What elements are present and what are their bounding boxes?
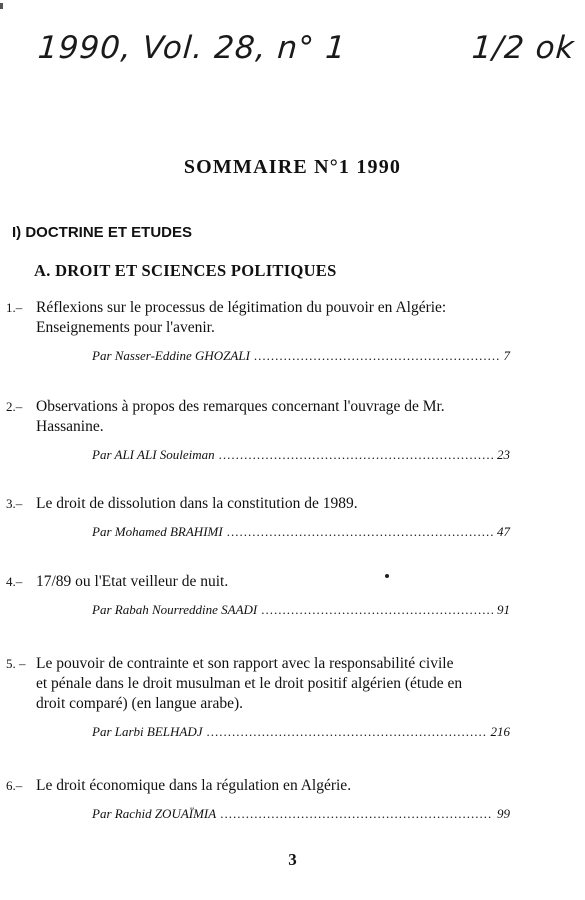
page-number: 3 (288, 850, 297, 869)
entry-title: Observations à propos des remarques concernant l'ouvrage de Mr. Hassanine. (36, 398, 445, 435)
section-heading: I) DOCTRINE ET ETUDES (12, 224, 193, 241)
entry-title: Le pouvoir de contrainte et son rapport avec la responsabilité civile et pénale dans le droit musulman et le droit positif algérien (étude en droit comparé) (en langue arabe). (36, 655, 463, 712)
dot-leader (254, 348, 500, 364)
subsection-heading: A. DROIT ET SCIENCES POLITIQUES (34, 261, 337, 280)
toc-entry-5 (6, 654, 516, 740)
entry-title: Le droit économique dans la régulation en Algérie. (36, 777, 352, 794)
toc-entry-6 (6, 776, 516, 822)
entry-title: Le droit de dissolution dans la constitution de 1989. (36, 495, 358, 512)
entry-number: 1.– (6, 300, 23, 315)
scan-mark (0, 3, 3, 9)
handwritten-volume-note: 1990, Vol. 28, n° 1 (36, 30, 348, 66)
toc-entry-4 (6, 572, 516, 618)
dot-leader (220, 806, 493, 822)
toc-entry-3 (6, 494, 516, 540)
entry-page-number: 216 (490, 724, 510, 739)
toc-entry-1 (6, 298, 516, 364)
entry-number: 4.– (6, 574, 23, 589)
dot-leader (261, 602, 493, 618)
entry-page-number: 23 (497, 447, 510, 462)
entry-title: 17/89 ou l'Etat veilleur de nuit. (36, 573, 229, 590)
handwritten-status-note: 1/2 ok (471, 30, 577, 66)
entry-number: 6.– (6, 778, 23, 793)
entry-page-number: 47 (497, 524, 510, 539)
entry-page-number: 91 (497, 602, 510, 617)
toc-entry-2 (6, 397, 516, 463)
entry-author: Par ALI ALI Souleiman (92, 447, 215, 462)
stray-dot (385, 574, 389, 578)
entry-title: Réflexions sur le processus de légitimation du pouvoir en Algérie: Enseignements pour l'avenir. (36, 299, 447, 336)
dot-leader (227, 524, 493, 540)
dot-leader (207, 724, 487, 740)
entry-number: 2.– (6, 399, 23, 414)
entry-page-number: 7 (503, 348, 510, 363)
entry-number: 5. – (6, 656, 26, 671)
entry-author: Par Rachid ZOUAÏMIA (92, 806, 217, 821)
entry-author: Par Rabah Nourreddine SAADI (92, 602, 258, 617)
entry-author: Par Larbi BELHADJ (92, 724, 203, 739)
dot-leader (219, 447, 493, 463)
entry-author: Par Mohamed BRAHIMI (92, 524, 223, 539)
entry-number: 3.– (6, 496, 23, 511)
entry-page-number: 99 (497, 806, 510, 821)
entry-author: Par Nasser-Eddine GHOZALI (92, 348, 250, 363)
page-title: SOMMAIRE N°1 1990 (183, 156, 402, 178)
